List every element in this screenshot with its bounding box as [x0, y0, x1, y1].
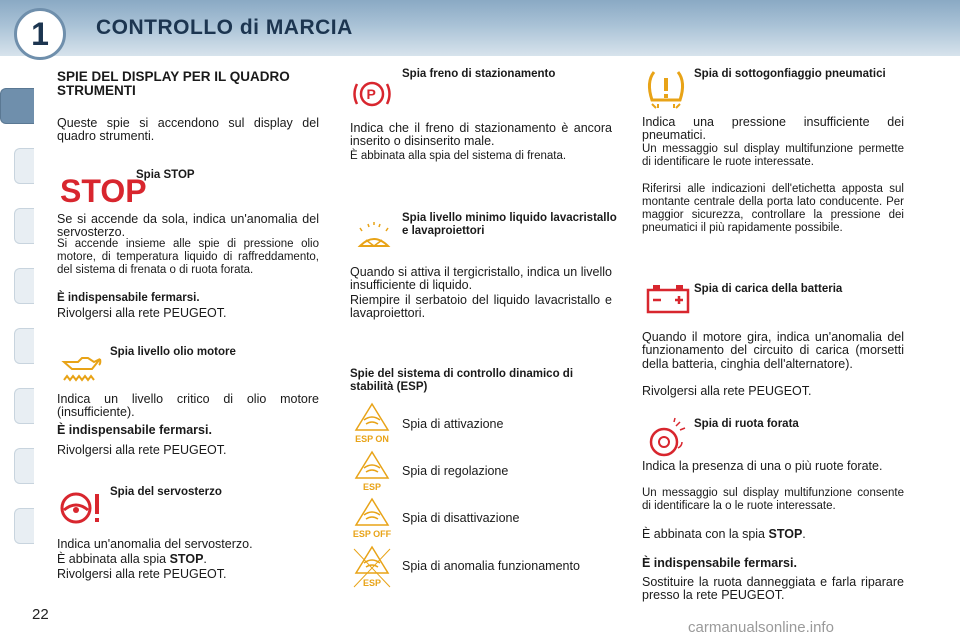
intro-text: Queste spie si accendono sul display del quadro strumenti. [57, 116, 319, 144]
oil-level-warning: È indispensabile fermarsi. [57, 423, 212, 437]
chapter-tab-2[interactable] [14, 148, 34, 184]
flat-tyre-link-post: . [802, 527, 806, 541]
flat-tyre-title: Spia di ruota forata [694, 418, 799, 430]
battery-icon [644, 282, 692, 316]
section-heading: SPIE DEL DISPLAY PER IL QUADRO STRUMENTI [57, 69, 290, 98]
tyre-pressure-description: Indica una pressione insufficiente dei pneumatici. [642, 115, 904, 143]
chapter-tab-6[interactable] [14, 388, 34, 424]
oil-level-description: Indica un livello critico di olio motore (insufficiente). [57, 392, 319, 420]
chapter-tab-8[interactable] [14, 508, 34, 544]
chapter-tab-4[interactable] [14, 268, 34, 304]
page-title: CONTROLLO di MARCIA [96, 16, 353, 39]
chapter-tab-1[interactable] [0, 88, 34, 124]
flat-tyre-message: Un messaggio sul display multifunzione consente di identificare la o le ruote interessate. [642, 487, 904, 512]
power-steering-title: Spia del servosterzo [110, 486, 222, 498]
tyre-pressure-icon [644, 68, 688, 110]
flat-tyre-link-pre: È abbinata con la spia [642, 527, 769, 541]
stop-icon-text: STOP [60, 173, 147, 209]
esp-badge-2: ESP [362, 482, 382, 492]
chapter-tab-3[interactable] [14, 208, 34, 244]
power-steering-icon [58, 488, 104, 528]
tyre-pressure-instructions: Riferirsi alle indicazioni dell'etichetta apposta sul montante centrale della porta lato conducente. Per maggior sicurezza, controllare la pressione dei pneumatici il più rapidamente possibile. [642, 183, 904, 234]
stop-description-2: Si accende insieme alle spie di pressione olio motore, di temperatura liquido di raffreddamento, del sistema di frenata o di ruota forata. [57, 238, 319, 276]
battery-title: Spia di carica della batteria [694, 283, 843, 295]
esp-off-icon [350, 497, 394, 539]
esp-fault-icon [350, 545, 394, 589]
esp-item-activation: Spia di attivazione [402, 417, 504, 431]
esp-badge-1: ESP ON [355, 434, 389, 444]
chapter-number: 1 [14, 8, 66, 60]
page-number: 22 [32, 606, 49, 623]
power-steering-description: Indica un'anomalia del servosterzo. [57, 537, 253, 551]
stop-title: Spia STOP [136, 169, 195, 181]
washer-fluid-title: Spia livello minimo liquido lavacristallo e lavaproiettori [402, 212, 617, 237]
esp-item-regulation: Spia di regolazione [402, 464, 509, 478]
power-steering-contact: Rivolgersi alla rete PEUGEOT. [57, 567, 227, 581]
washer-fluid-instruction: Riempire il serbatoio del liquido lavacristallo e lavaproiettori. [350, 293, 612, 321]
chapter-tab-5[interactable] [14, 328, 34, 364]
washer-fluid-icon [354, 218, 394, 254]
svg-text:P: P [366, 86, 376, 102]
flat-tyre-description: Indica la presenza di una o più ruote forate. [642, 459, 883, 473]
esp-on-icon [350, 402, 394, 444]
esp-item-deactivation: Spia di disattivazione [402, 511, 520, 525]
flat-tyre-link [642, 528, 904, 541]
esp-item-fault: Spia di anomalia funzionamento [402, 559, 580, 573]
esp-title: Spie del sistema di controllo dinamico di stabilità (ESP) [350, 368, 574, 393]
power-steering-link [57, 553, 319, 566]
parking-brake-title: Spia freno di stazionamento [402, 68, 556, 80]
chapter-tabs [0, 64, 34, 574]
chapter-tab-7[interactable] [14, 448, 34, 484]
oil-level-contact: Rivolgersi alla rete PEUGEOT. [57, 443, 227, 457]
battery-description: Quando il motore gira, indica un'anomalia del funzionamento del circuito di carica (morsetti della batteria, cinghia dell'alternatore). [642, 330, 904, 371]
stop-warning-text: È indispensabile fermarsi. [57, 292, 200, 304]
oil-level-icon [60, 350, 104, 386]
flat-tyre-instruction: Sostituire la ruota danneggiata e farla riparare presso la rete PEUGEOT. [642, 575, 904, 603]
tyre-pressure-message: Un messaggio sul display multifunzione permette di identificare le ruote interessate. [642, 143, 904, 168]
watermark: carmanualsonline.info [688, 619, 834, 636]
battery-contact: Rivolgersi alla rete PEUGEOT. [642, 384, 812, 398]
esp-badge-3: ESP OFF [352, 529, 392, 539]
flat-tyre-warning: È indispensabile fermarsi. [642, 556, 797, 570]
tyre-pressure-title: Spia di sottogonfiaggio pneumatici [694, 68, 886, 80]
flat-tyre-icon [644, 418, 688, 458]
parking-brake-link: È abbinata alla spia del sistema di frenata. [350, 150, 567, 162]
power-steering-link-pre: È abbinata alla spia [57, 552, 170, 566]
power-steering-link-post: . [203, 552, 207, 566]
esp-regulation-icon [350, 450, 394, 492]
stop-description-1: Se si accende da sola, indica un'anomalia del servosterzo. [57, 212, 319, 240]
stop-warning-icon [58, 172, 147, 209]
oil-level-title: Spia livello olio motore [110, 346, 236, 358]
parking-brake-description: Indica che il freno di stazionamento è ancora inserito o disinserito male. [350, 121, 612, 149]
parking-brake-icon [352, 74, 392, 114]
stop-contact-text: Rivolgersi alla rete PEUGEOT. [57, 306, 227, 320]
power-steering-link-bold: STOP [169, 552, 204, 566]
flat-tyre-link-bold: STOP [768, 527, 803, 541]
washer-fluid-description: Quando si attiva il tergicristallo, indica un livello insufficiente di liquido. [350, 265, 612, 293]
esp-badge-4: ESP [362, 578, 382, 588]
